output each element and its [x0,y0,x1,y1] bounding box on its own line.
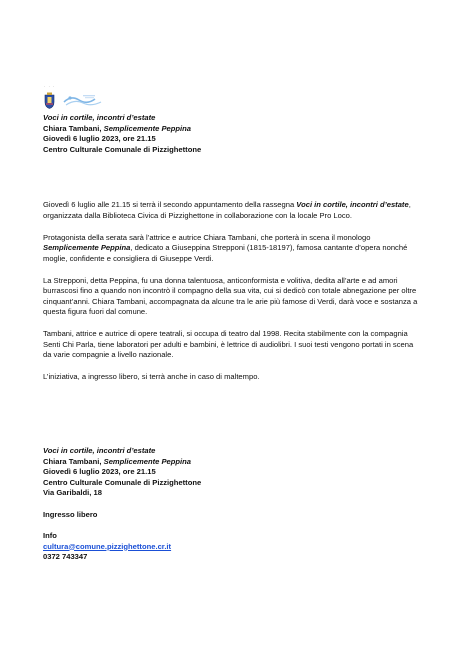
event-date: Giovedì 6 luglio 2023, ore 21.15 [43,134,156,143]
paragraph-2: Protagonista della serata sarà l’attrice e autrice Chiara Tambani, che porterà in scena il monologo Semplicemente Peppina, dedicato a Giuseppina Strepponi (1815-18197), famosa cantante d’opera nonché moglie, confidente e consigliera di Giuseppe Verdi. [43,232,408,263]
paragraph-3: La Strepponi, detta Peppina, fu una donna talentuosa, anticonformista e volitiva, dedita all’arte e ad amori burrascosi fino a quando non incontrò il compagno della sua vita, cui si dedicò con totale abnegazione per oltre cinquant’anni. Chiara Tambani, accompagnata da alcune tra le arie più famose di Verdi, darà voce e sostanza a questa figura fuori dal comune. [43,275,418,316]
entry-info: Ingresso libero [43,509,98,519]
header-dots: · · · [44,84,56,89]
event-series-title: Voci in cortile, incontri d’estate [43,113,156,122]
paragraph-4: Tambani, attrice e autrice di opere teatrali, si occupa di teatro dal 1998. Recita stabilmente con la compagnia Senti Chi Parla, tiene laboratori per adulti e bambini, è lettrice di audiolibri. I suoi testi vengono portati in scena da varie compagnie a livello nazionale. [43,329,414,359]
header-block [43,113,423,155]
footer-series-title: Voci in cortile, incontri d’estate [43,446,156,455]
footer-date: Giovedì 6 luglio 2023, ore 21.15 [43,467,156,476]
logos [43,90,133,112]
event-title-line: Chiara Tambani, Semplicemente Peppina [43,123,191,133]
email-link[interactable]: cultura@comune.pizzighettone.cr.it [43,541,172,551]
municipal-crest-icon [43,92,56,109]
footer-venue: Centro Culturale Comunale di Pizzighettone [43,477,202,487]
event-venue: Centro Culturale Comunale di Pizzighettone [43,144,202,154]
library-logo-icon [63,93,103,107]
footer-event-title: Chiara Tambani, Semplicemente Peppina [43,456,191,466]
paragraph-5: L’iniziativa, a ingresso libero, si terrà anche in caso di maltempo. [43,372,260,381]
phone-number: 0372 743347 [43,552,88,561]
footer-address: Via Garibaldi, 18 [43,488,102,497]
info-label: Info [43,531,57,540]
paragraph-1: Giovedì 6 luglio alle 21.15 si terrà il secondo appuntamento della rassegna Voci in cortile, incontri d’estate, organizzata dalla Biblioteca Civica di Pizzighettone in collaborazione con la locale Pro Loco. [43,200,411,220]
article-body [43,200,423,394]
footer-block [43,446,423,563]
